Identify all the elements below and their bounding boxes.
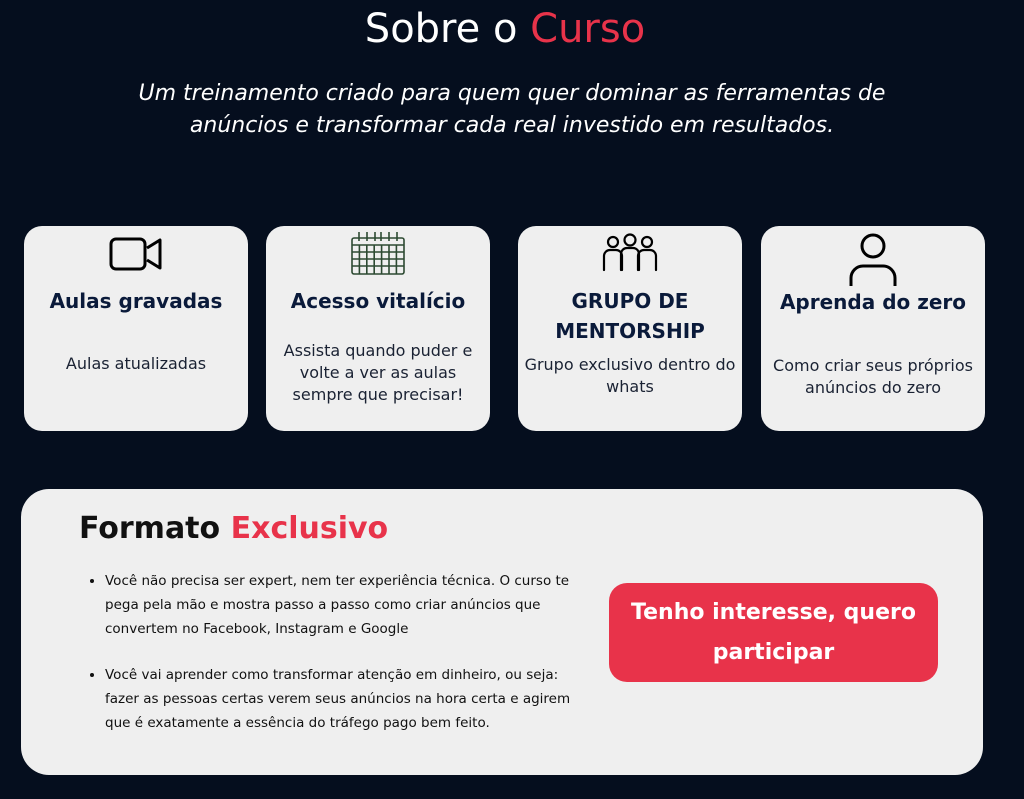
subtitle-line-1: Um treinamento criado para quem quer dominar as ferramentas de: [138, 81, 886, 106]
format-title-prefix: Formato: [79, 511, 221, 546]
calendar-icon: [350, 230, 406, 276]
format-title-accent: Exclusivo: [230, 511, 389, 546]
feature-card-acesso-vitalicio: [266, 226, 490, 431]
feature-description: Aulas atualizadas: [65, 354, 207, 373]
format-bullet-list: [91, 569, 575, 757]
video-camera-icon: [108, 234, 164, 274]
feature-description: Assista quando puder e volte a ver as aulas sempre que precisar!: [283, 341, 473, 404]
subtitle-line-2: anúncios e transformar cada real investido em resultados.: [189, 113, 835, 138]
feature-title: Aprenda do zero: [779, 290, 967, 314]
user-icon: [847, 232, 899, 288]
page-title: [0, 6, 1010, 52]
feature-card-grupo-mentorship: [518, 226, 742, 431]
feature-description: Grupo exclusivo dentro do whats: [524, 355, 736, 396]
group-icon: [601, 232, 659, 274]
title-accent: Curso: [530, 6, 646, 52]
cta-button[interactable]: Tenho interesse, quero participar: [609, 583, 938, 682]
feature-title: GRUPO DE MENTORSHIP: [555, 289, 705, 343]
feature-card-aulas-gravadas: [24, 226, 248, 431]
feature-title: Acesso vitalício: [290, 289, 466, 313]
list-item: • Você vai aprender como transformar atenção em dinheiro, ou seja: fazer as pessoas certas verem seus anúncios na hora certa e agirem que é exatamente a essência do tráfego pago bem feito.: [105, 663, 575, 735]
list-item: • Você não precisa ser expert, nem ter experiência técnica. O curso te pega pela mão e mostra passo a passo como criar anúncios que convertem no Facebook, Instagram e Google: [105, 569, 575, 641]
feature-title: Aulas gravadas: [49, 289, 223, 313]
title-prefix: Sobre o: [364, 6, 518, 52]
feature-card-aprenda-do-zero: [761, 226, 985, 431]
feature-description: Como criar seus próprios anúncios do zero: [773, 356, 973, 397]
format-title: [79, 511, 388, 546]
page-subtitle: [60, 78, 964, 142]
format-panel: [21, 489, 983, 775]
